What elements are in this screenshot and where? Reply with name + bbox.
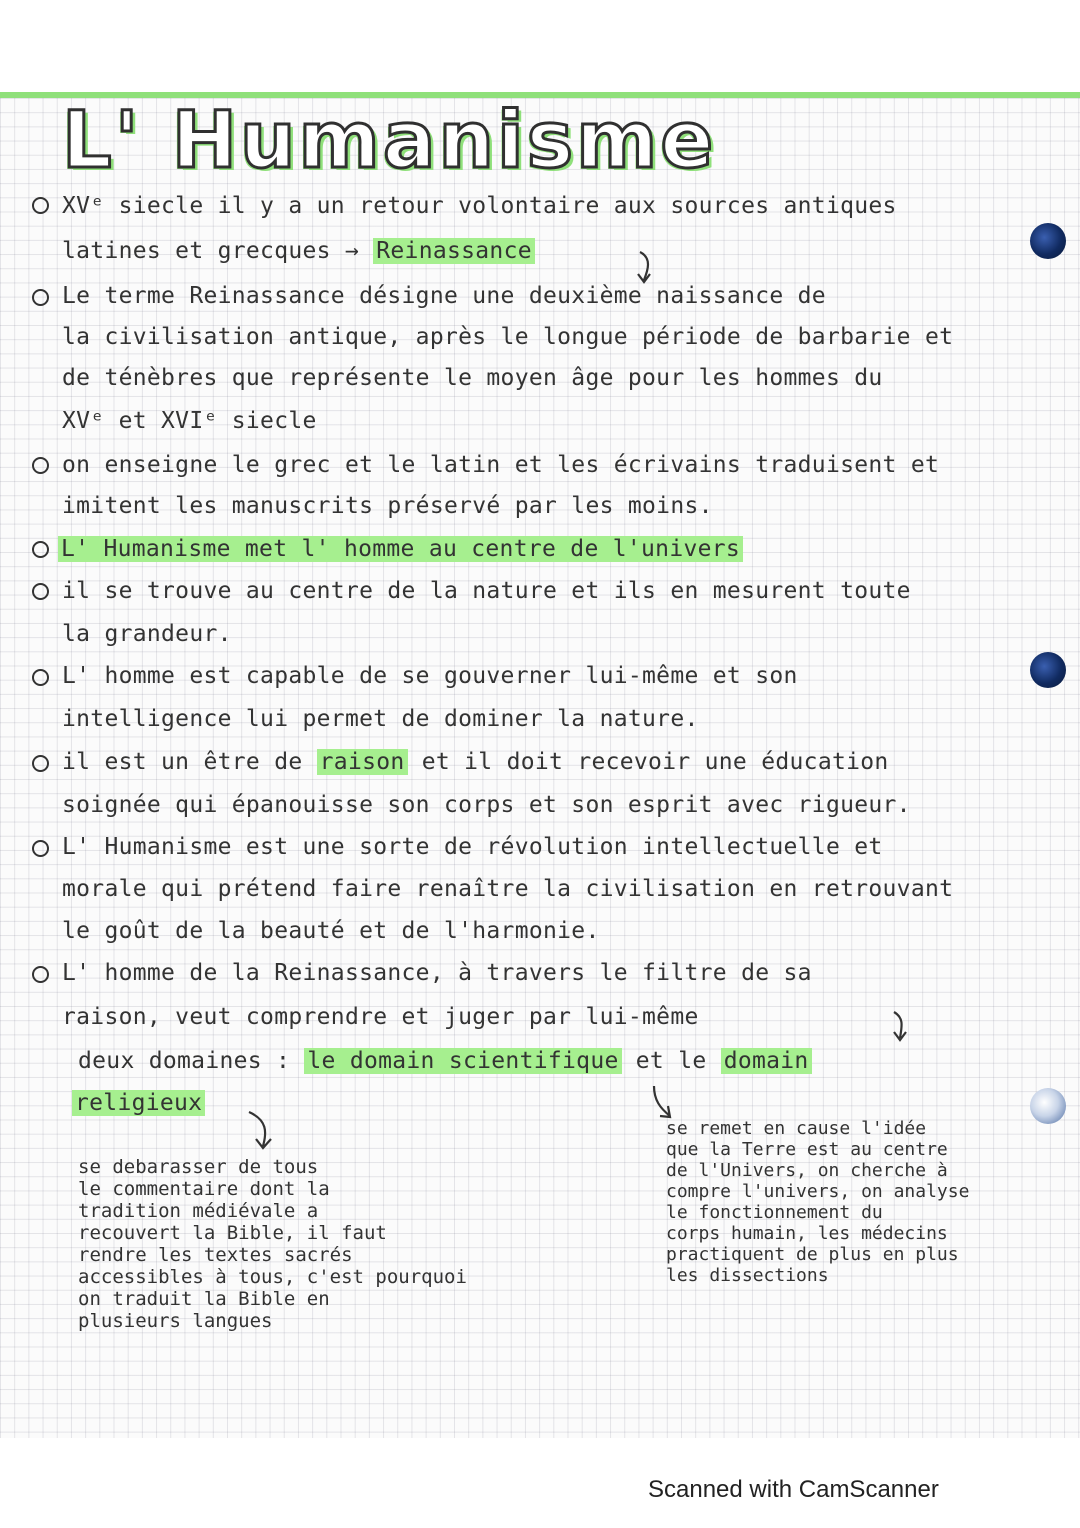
binder-hole xyxy=(1030,223,1066,259)
domains-connector: et le xyxy=(635,1048,707,1074)
note-line: compre l'univers, on analyse xyxy=(666,1181,970,1202)
note-line: le fonctionnement du xyxy=(666,1202,883,1223)
text-line: imitent les manuscrits préservé par les moins. xyxy=(62,493,713,519)
text-line: intelligence lui permet de dominer la nature. xyxy=(62,706,699,732)
text-line xyxy=(58,536,743,562)
scanner-watermark: Scanned with CamScanner xyxy=(648,1476,939,1503)
highlighted-statement: L' Humanisme met l' homme au centre de l'univers xyxy=(58,536,743,562)
note-line: plusieurs langues xyxy=(78,1310,273,1332)
note-line: practiquent de plus en plus xyxy=(666,1244,959,1265)
highlighted-word: Reinassance xyxy=(373,238,535,264)
text-line xyxy=(62,238,535,264)
arrow-down-icon xyxy=(630,250,660,290)
bullet-icon xyxy=(32,669,49,686)
religious-domain-label-cont: religieux xyxy=(72,1090,205,1116)
text-line: on enseigne le grec et le latin et les écrivains traduisent et xyxy=(62,452,940,478)
note-line: accessibles à tous, c'est pourquoi xyxy=(78,1266,467,1288)
binder-hole xyxy=(1030,652,1066,688)
text-line: morale qui prétend faire renaître la civilisation en retrouvant xyxy=(62,876,954,902)
text-line: L' homme de la Reinassance, à travers le filtre de sa xyxy=(62,960,812,986)
bullet-icon xyxy=(32,197,49,214)
bullet-icon xyxy=(32,583,49,600)
text-line: la civilisation antique, après le longue période de barbarie et xyxy=(62,324,954,350)
arrow-down-icon xyxy=(886,1010,916,1046)
bullet-icon xyxy=(32,289,49,306)
note-line: recouvert la Bible, il faut xyxy=(78,1222,387,1244)
text-line: de ténèbres que représente le moyen âge pour les hommes du xyxy=(62,365,883,391)
text-line: L' homme est capable de se gouverner lui-même et son xyxy=(62,663,798,689)
text-line: raison, veut comprendre et juger par lui-même xyxy=(62,1004,699,1030)
text-line: soignée qui épanouisse son corps et son esprit avec rigueur. xyxy=(62,792,911,818)
arrow-down-icon xyxy=(245,1110,281,1154)
note-line: rendre les textes sacrés xyxy=(78,1244,353,1266)
note-line: de l'Univers, on cherche à xyxy=(666,1160,948,1181)
note-line: les dissections xyxy=(666,1265,829,1286)
bullet-icon xyxy=(32,755,49,772)
text-line: XVᵉ et XVIᵉ siecle xyxy=(62,408,317,434)
bullet-icon xyxy=(32,966,49,983)
domains-line xyxy=(78,1048,812,1074)
scientific-domain-note xyxy=(666,1118,969,1286)
text-line: il se trouve au centre de la nature et ils en mesurent toute xyxy=(62,578,911,604)
text-line xyxy=(72,1090,205,1116)
note-line: corps humain, les médecins xyxy=(666,1223,948,1244)
note-line: se debarasser de tous xyxy=(78,1156,319,1178)
text-line: la grandeur. xyxy=(62,621,232,647)
religious-domain-note xyxy=(78,1156,467,1332)
text-line: il est un être de raison et il doit recevoir une éducation xyxy=(62,749,889,775)
scientific-domain-label: le domain scientifique xyxy=(304,1048,621,1074)
page-title: L' Humanisme xyxy=(62,96,717,186)
text-line: L' Humanisme est une sorte de révolution intellectuelle et xyxy=(62,834,883,860)
note-line: le commentaire dont la xyxy=(78,1178,330,1200)
note-line: tradition médiévale a xyxy=(78,1200,319,1222)
bullet-icon xyxy=(32,541,49,558)
highlighted-word: raison xyxy=(317,749,408,775)
bullet-icon xyxy=(32,840,49,857)
bullet-icon xyxy=(32,457,49,474)
note-line: on traduit la Bible en xyxy=(78,1288,330,1310)
text-line: Le terme Reinassance désigne une deuxième naissance de xyxy=(62,283,826,309)
binder-hole xyxy=(1030,1088,1066,1124)
text-line: XVᵉ siecle il y a un retour volontaire aux sources antiques xyxy=(62,193,897,219)
note-line: que la Terre est au centre xyxy=(666,1139,948,1160)
domains-prefix: deux domaines : xyxy=(78,1048,291,1074)
note-line: se remet en cause l'idée xyxy=(666,1118,927,1139)
text-line-part: latines et grecques → Reinassance xyxy=(62,238,535,264)
text-line: le goût de la beauté et de l'harmonie. xyxy=(62,918,600,944)
religious-domain-label: domain xyxy=(721,1048,812,1074)
